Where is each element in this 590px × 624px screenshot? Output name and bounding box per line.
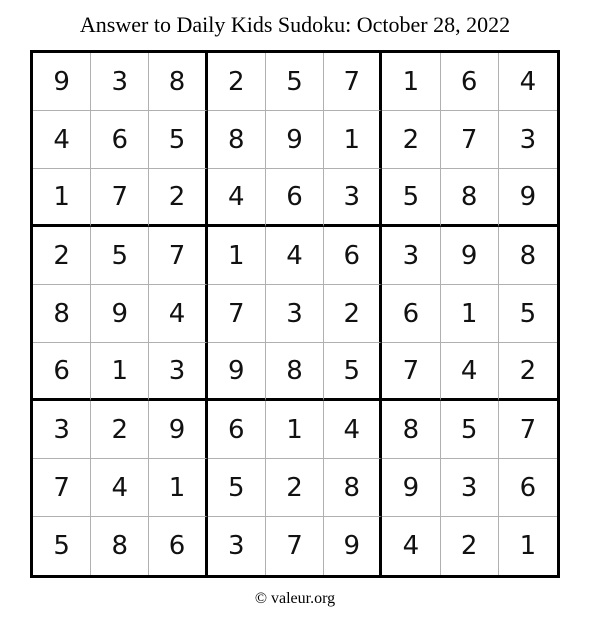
sudoku-cell: 4 bbox=[499, 53, 557, 111]
sudoku-cell: 9 bbox=[91, 285, 149, 343]
sudoku-cell: 7 bbox=[208, 285, 266, 343]
sudoku-cell: 6 bbox=[324, 227, 382, 285]
sudoku-cell: 6 bbox=[208, 401, 266, 459]
sudoku-cell: 2 bbox=[208, 53, 266, 111]
sudoku-cell: 7 bbox=[382, 343, 440, 401]
sudoku-cell: 6 bbox=[149, 517, 207, 575]
sudoku-cell: 2 bbox=[149, 169, 207, 227]
sudoku-cell: 6 bbox=[266, 169, 324, 227]
sudoku-cell: 2 bbox=[324, 285, 382, 343]
puzzle-title: Answer to Daily Kids Sudoku: October 28, 2022 bbox=[79, 12, 511, 37]
sudoku-cell: 7 bbox=[91, 169, 149, 227]
sudoku-cell: 3 bbox=[382, 227, 440, 285]
sudoku-cell: 4 bbox=[324, 401, 382, 459]
sudoku-cell: 9 bbox=[499, 169, 557, 227]
sudoku-cell: 4 bbox=[266, 227, 324, 285]
sudoku-cell: 4 bbox=[441, 343, 499, 401]
sudoku-cell: 4 bbox=[33, 111, 91, 169]
sudoku-cell: 6 bbox=[91, 111, 149, 169]
sudoku-cell: 5 bbox=[208, 459, 266, 517]
sudoku-cell: 1 bbox=[382, 53, 440, 111]
sudoku-cell: 6 bbox=[499, 459, 557, 517]
sudoku-cell: 8 bbox=[441, 169, 499, 227]
sudoku-cell: 4 bbox=[382, 517, 440, 575]
sudoku-cell: 9 bbox=[149, 401, 207, 459]
sudoku-cell: 1 bbox=[441, 285, 499, 343]
sudoku-cell: 1 bbox=[324, 111, 382, 169]
copyright-footer: © valeur.org bbox=[254, 590, 336, 607]
sudoku-cell: 1 bbox=[33, 169, 91, 227]
sudoku-board bbox=[30, 50, 560, 578]
sudoku-cell: 2 bbox=[91, 401, 149, 459]
sudoku-cell: 8 bbox=[208, 111, 266, 169]
sudoku-cell: 8 bbox=[324, 459, 382, 517]
sudoku-cell: 3 bbox=[324, 169, 382, 227]
sudoku-cell: 5 bbox=[324, 343, 382, 401]
sudoku-cell: 3 bbox=[91, 53, 149, 111]
sudoku-cell: 2 bbox=[441, 517, 499, 575]
sudoku-cell: 1 bbox=[519, 531, 537, 561]
sudoku-cell: 9 bbox=[324, 517, 382, 575]
sudoku-cell: 8 bbox=[499, 227, 557, 285]
sudoku-cell: 8 bbox=[91, 517, 149, 575]
sudoku-cell: 9 bbox=[33, 53, 91, 111]
sudoku-cell: 5 bbox=[499, 285, 557, 343]
sudoku-cell: 9 bbox=[382, 459, 440, 517]
sudoku-cell: 4 bbox=[91, 459, 149, 517]
sudoku-cell: 2 bbox=[382, 111, 440, 169]
sudoku-cell: 7 bbox=[324, 53, 382, 111]
sudoku-cell: 8 bbox=[33, 285, 91, 343]
sudoku-cell: 5 bbox=[382, 169, 440, 227]
sudoku-cell: 9 bbox=[208, 343, 266, 401]
sudoku-cell: 5 bbox=[441, 401, 499, 459]
sudoku-cell: 3 bbox=[149, 343, 207, 401]
sudoku-cell: 2 bbox=[33, 227, 91, 285]
sudoku-cell: 4 bbox=[208, 169, 266, 227]
sudoku-cell: 1 bbox=[149, 459, 207, 517]
sudoku-cell: 6 bbox=[33, 343, 91, 401]
sudoku-cell: 1 bbox=[91, 343, 149, 401]
sudoku-cell: 4 bbox=[149, 285, 207, 343]
sudoku-cell: 1 bbox=[266, 401, 324, 459]
sudoku-cell: 7 bbox=[149, 227, 207, 285]
sudoku-cell: 9 bbox=[266, 111, 324, 169]
sudoku-cell: 2 bbox=[499, 343, 557, 401]
sudoku-cell: 7 bbox=[266, 517, 324, 575]
sudoku-cell: 6 bbox=[382, 285, 440, 343]
sudoku-cell: 3 bbox=[33, 401, 91, 459]
sudoku-cell: 8 bbox=[149, 53, 207, 111]
sudoku-cell: 3 bbox=[499, 111, 557, 169]
sudoku-cell: 8 bbox=[382, 401, 440, 459]
sudoku-cell: 7 bbox=[441, 111, 499, 169]
sudoku-cell: 8 bbox=[266, 343, 324, 401]
sudoku-cell: 5 bbox=[91, 227, 149, 285]
sudoku-cell: 3 bbox=[208, 517, 266, 575]
sudoku-cell: 6 bbox=[441, 53, 499, 111]
sudoku-cell: 3 bbox=[266, 285, 324, 343]
sudoku-cell: 5 bbox=[33, 517, 91, 575]
sudoku-cell: 5 bbox=[266, 53, 324, 111]
sudoku-cell: 7 bbox=[33, 459, 91, 517]
sudoku-cell: 9 bbox=[441, 227, 499, 285]
sudoku-cell: 7 bbox=[499, 401, 557, 459]
sudoku-cell: 5 bbox=[149, 111, 207, 169]
sudoku-cell: 3 bbox=[441, 459, 499, 517]
sudoku-cell: 2 bbox=[266, 459, 324, 517]
sudoku-cell: 1 bbox=[208, 227, 266, 285]
